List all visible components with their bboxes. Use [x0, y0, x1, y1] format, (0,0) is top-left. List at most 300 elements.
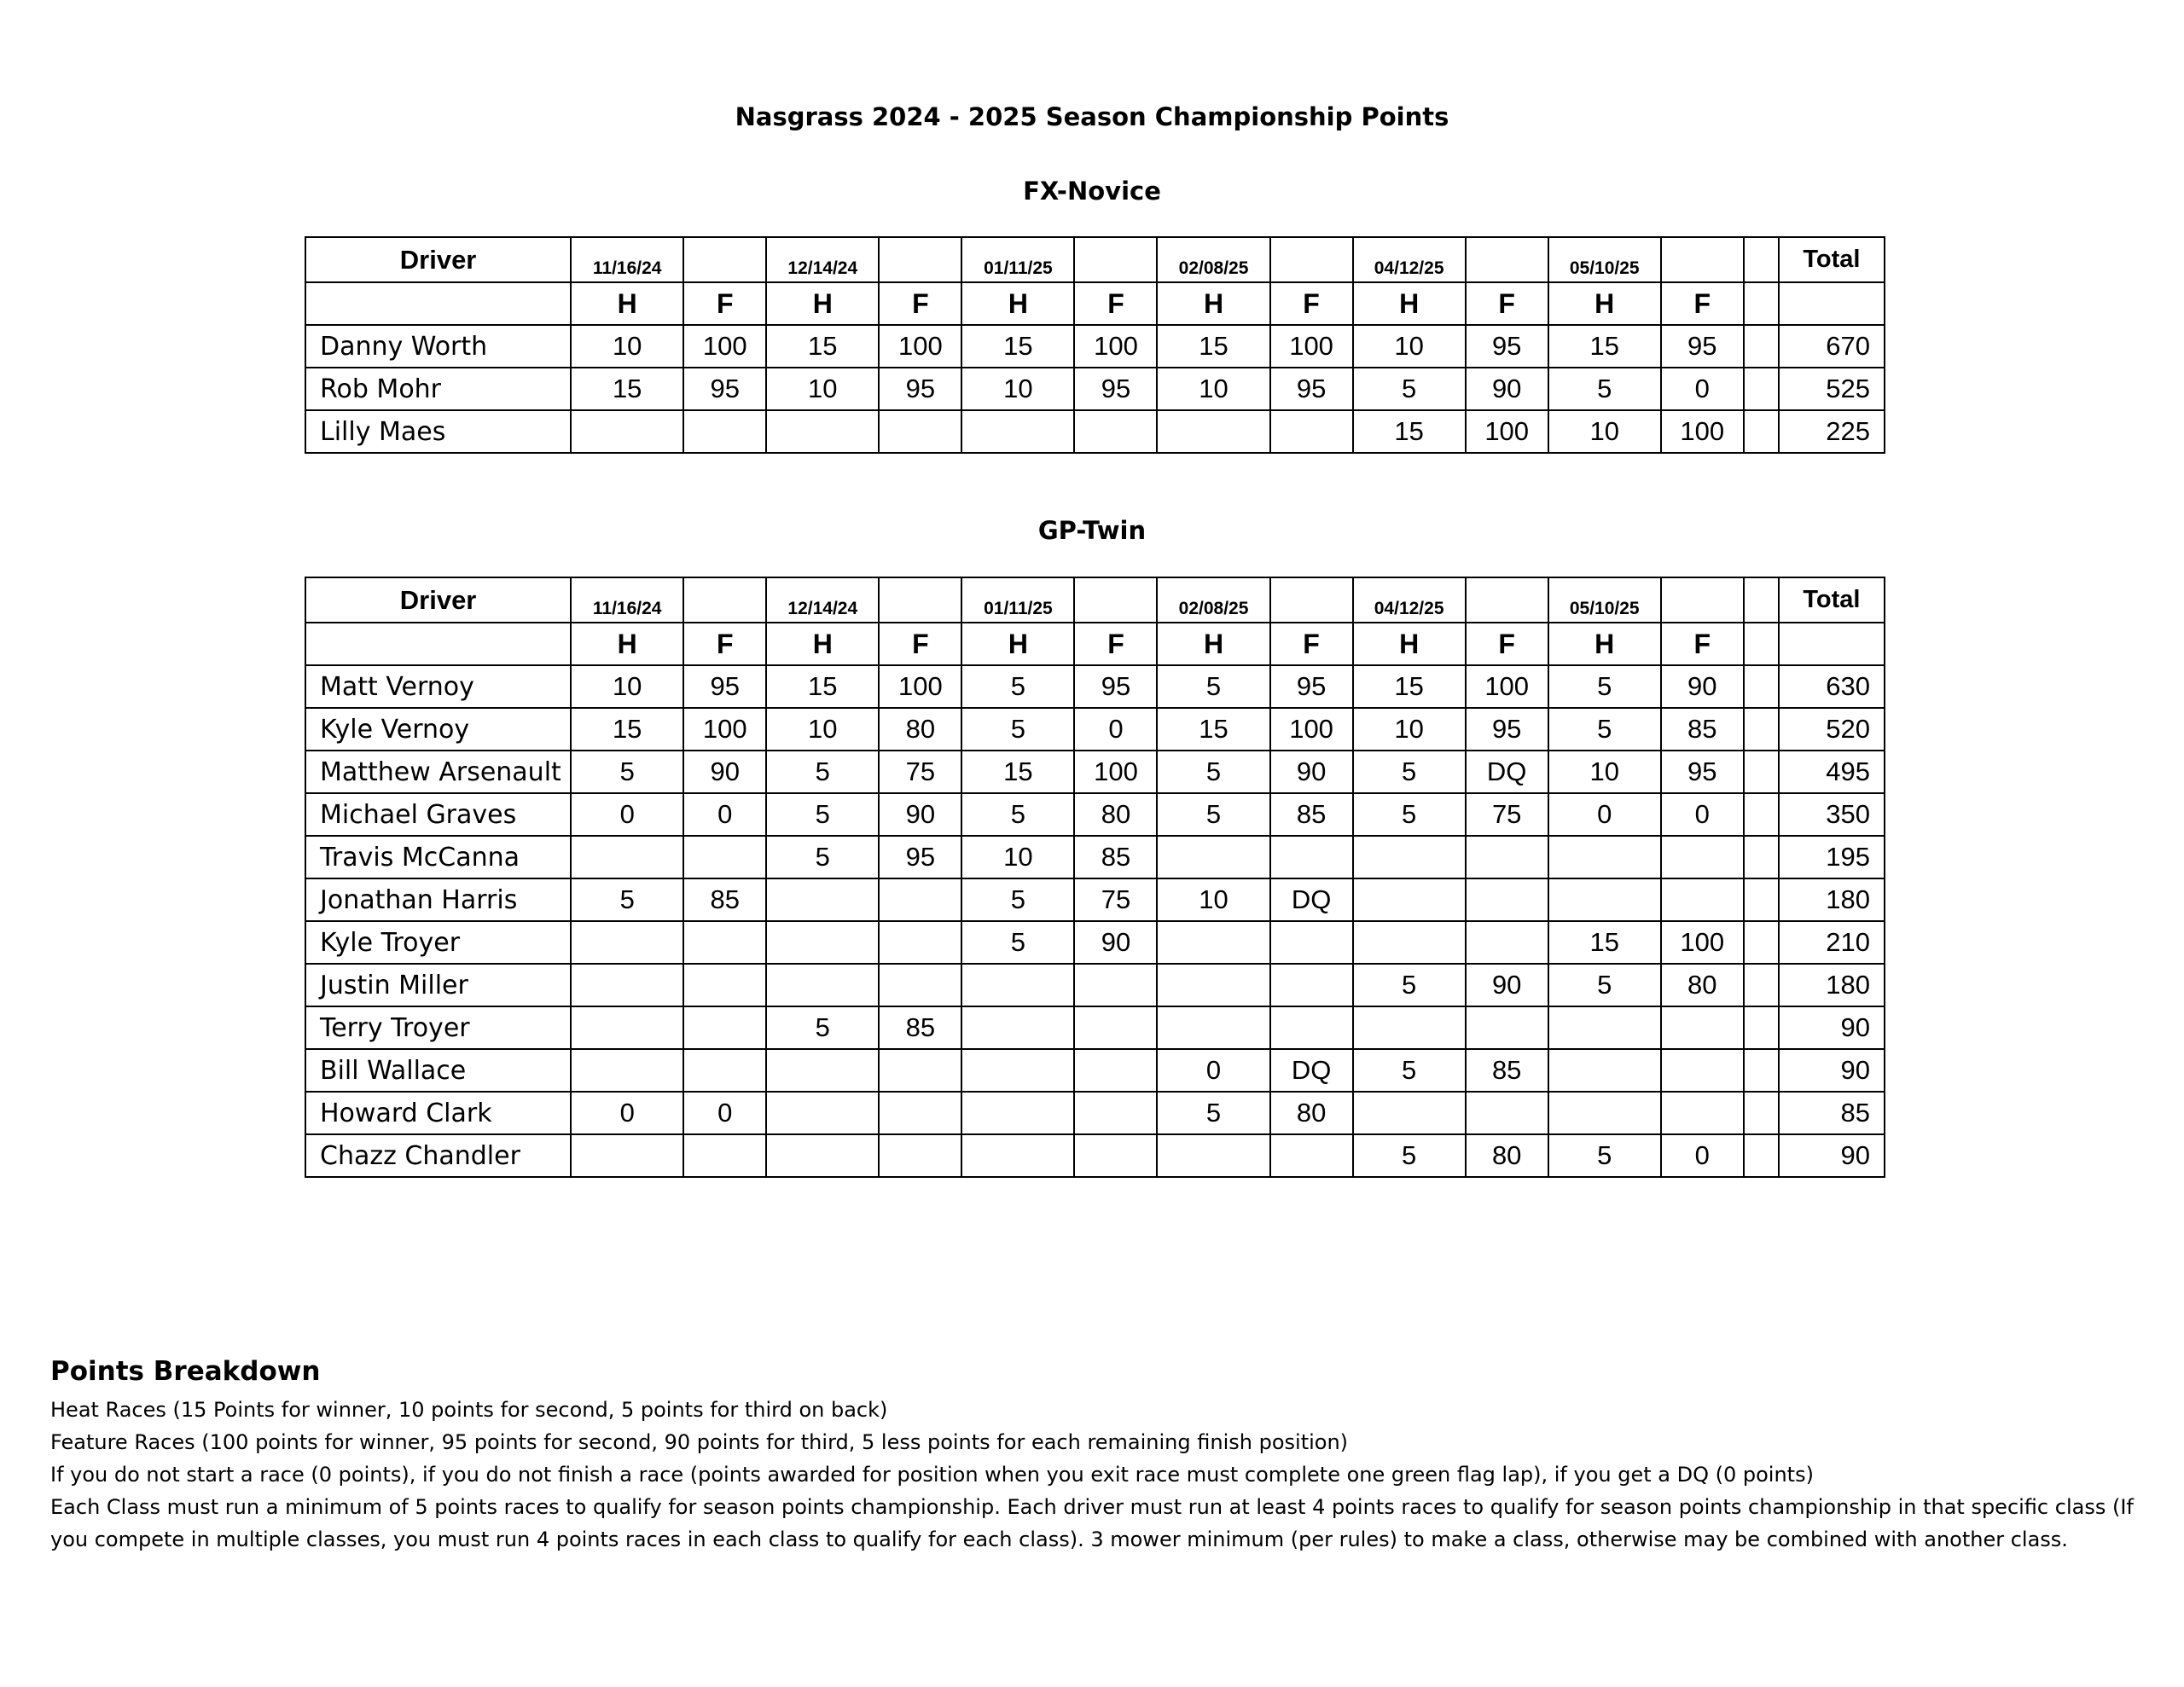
heat-points: 5 — [766, 836, 879, 878]
driver-name: Rob Mohr — [305, 368, 571, 410]
feature-points: 95 — [1270, 665, 1353, 708]
heat-points: 5 — [961, 665, 1074, 708]
driver-name: Justin Miller — [305, 964, 571, 1006]
heat-header: H — [571, 282, 683, 325]
feature-points: 85 — [1466, 1049, 1548, 1092]
heat-points: 10 — [1548, 751, 1661, 793]
feature-points — [1661, 1006, 1744, 1049]
race-date: 04/12/25 — [1353, 237, 1466, 282]
empty-cell — [1661, 577, 1744, 623]
feature-points — [683, 1134, 766, 1177]
heat-points — [766, 410, 879, 453]
class-title-fx-novice: FX-Novice — [1023, 177, 1161, 206]
heat-header: H — [961, 623, 1074, 665]
spacer-cell — [1744, 368, 1779, 410]
feature-points: 100 — [683, 325, 766, 368]
feature-points — [1661, 1049, 1744, 1092]
feature-points: 85 — [879, 1006, 961, 1049]
feature-points — [1466, 921, 1548, 964]
heat-points — [1548, 1006, 1661, 1049]
feature-points: 0 — [683, 1092, 766, 1134]
heat-points — [1157, 836, 1269, 878]
feature-points — [683, 410, 766, 453]
heat-points: 15 — [1548, 325, 1661, 368]
feature-points — [1074, 1049, 1157, 1092]
heat-points: 10 — [961, 368, 1074, 410]
feature-points: 85 — [683, 878, 766, 921]
driver-name: Kyle Troyer — [305, 921, 571, 964]
heat-points: 15 — [961, 325, 1074, 368]
total-column-header: Total — [1779, 237, 1885, 282]
spacer-cell — [1744, 793, 1779, 836]
feature-points: 0 — [683, 793, 766, 836]
table-row — [305, 921, 1885, 964]
feature-header: F — [1074, 623, 1157, 665]
heat-points — [1353, 1092, 1466, 1134]
total-column-header: Total — [1779, 577, 1885, 623]
heat-points: 0 — [1157, 1049, 1269, 1092]
race-date: 11/16/24 — [571, 577, 683, 623]
heat-header: H — [766, 623, 879, 665]
heat-points: 5 — [1157, 793, 1269, 836]
feature-points: DQ — [1466, 751, 1548, 793]
heat-points — [571, 1006, 683, 1049]
feature-points: 100 — [1466, 665, 1548, 708]
feature-points: 95 — [879, 836, 961, 878]
class-title-gp-twin: GP-Twin — [1037, 516, 1147, 545]
table-row — [305, 1134, 1885, 1177]
driver-name: Howard Clark — [305, 1092, 571, 1134]
heat-points: 5 — [766, 751, 879, 793]
total-points: 630 — [1779, 665, 1885, 708]
heat-points: 15 — [1157, 325, 1269, 368]
spacer-cell — [1744, 325, 1779, 368]
feature-points: 90 — [1661, 665, 1744, 708]
race-date: 12/14/24 — [766, 237, 879, 282]
feature-points: 90 — [1270, 751, 1353, 793]
heat-points: 5 — [1353, 964, 1466, 1006]
heat-points — [1548, 878, 1661, 921]
empty-cell — [305, 623, 571, 665]
heat-header: H — [1353, 282, 1466, 325]
heat-points — [1548, 1049, 1661, 1092]
heat-points: 15 — [571, 708, 683, 751]
header-row-dates — [305, 577, 1885, 623]
spacer-cell — [1744, 1049, 1779, 1092]
race-date: 11/16/24 — [571, 237, 683, 282]
feature-header: F — [1661, 282, 1744, 325]
heat-points — [1157, 1134, 1269, 1177]
spacer-cell — [1744, 623, 1779, 665]
total-points: 180 — [1779, 878, 1885, 921]
feature-points: 95 — [683, 665, 766, 708]
feature-header: F — [1270, 623, 1353, 665]
heat-points: 15 — [1157, 708, 1269, 751]
spacer-cell — [1744, 751, 1779, 793]
feature-points: 0 — [1661, 793, 1744, 836]
heat-points: 5 — [1353, 368, 1466, 410]
heat-points: 5 — [766, 1006, 879, 1049]
points-table-fx-novice — [305, 236, 1885, 454]
breakdown-line: Feature Races (100 points for winner, 95 points for second, 90 points for third, 5 less points for each remaining finish position) — [50, 1430, 1349, 1454]
feature-points: 100 — [1661, 921, 1744, 964]
heat-points: 5 — [571, 878, 683, 921]
empty-cell — [1661, 237, 1744, 282]
heat-points: 5 — [571, 751, 683, 793]
feature-points — [683, 921, 766, 964]
feature-points: 90 — [1466, 964, 1548, 1006]
heat-points: 10 — [1353, 325, 1466, 368]
feature-header: F — [683, 623, 766, 665]
header-row-hf — [305, 282, 1885, 325]
race-date: 01/11/25 — [961, 237, 1074, 282]
feature-points: 0 — [1074, 708, 1157, 751]
total-points: 670 — [1779, 325, 1885, 368]
heat-points — [571, 410, 683, 453]
feature-points: 90 — [1074, 921, 1157, 964]
heat-points — [766, 964, 879, 1006]
heat-points: 0 — [571, 1092, 683, 1134]
feature-points: DQ — [1270, 878, 1353, 921]
heat-points: 5 — [1157, 751, 1269, 793]
feature-points: 0 — [1661, 368, 1744, 410]
empty-cell — [683, 237, 766, 282]
heat-points: 0 — [1548, 793, 1661, 836]
feature-points — [1074, 1092, 1157, 1134]
feature-points — [683, 1006, 766, 1049]
heat-points — [766, 1049, 879, 1092]
feature-points: 95 — [1661, 751, 1744, 793]
spacer-cell — [1744, 921, 1779, 964]
spacer-cell — [1744, 282, 1779, 325]
feature-points — [879, 1049, 961, 1092]
heat-points: 5 — [961, 878, 1074, 921]
total-points: 225 — [1779, 410, 1885, 453]
spacer-cell — [1744, 410, 1779, 453]
feature-points: 80 — [1270, 1092, 1353, 1134]
spacer-cell — [1744, 577, 1779, 623]
feature-header: F — [879, 623, 961, 665]
driver-name: Michael Graves — [305, 793, 571, 836]
feature-points: 75 — [1074, 878, 1157, 921]
race-date: 02/08/25 — [1157, 237, 1269, 282]
empty-cell — [1779, 282, 1885, 325]
feature-header: F — [1074, 282, 1157, 325]
spacer-cell — [1744, 836, 1779, 878]
feature-points: 75 — [879, 751, 961, 793]
feature-points — [1074, 410, 1157, 453]
race-date: 01/11/25 — [961, 577, 1074, 623]
table-row — [305, 410, 1885, 453]
race-date: 12/14/24 — [766, 577, 879, 623]
feature-points: 80 — [879, 708, 961, 751]
feature-points — [879, 1134, 961, 1177]
feature-points: 100 — [1466, 410, 1548, 453]
table-row — [305, 878, 1885, 921]
feature-points: 0 — [1661, 1134, 1744, 1177]
feature-points: DQ — [1270, 1049, 1353, 1092]
header-row-hf — [305, 623, 1885, 665]
heat-points — [961, 410, 1074, 453]
driver-column-header: Driver — [305, 237, 571, 282]
heat-points — [961, 964, 1074, 1006]
heat-points: 5 — [961, 921, 1074, 964]
empty-cell — [1074, 577, 1157, 623]
heat-points — [1548, 836, 1661, 878]
feature-points: 95 — [1270, 368, 1353, 410]
breakdown-line: Heat Races (15 Points for winner, 10 points for second, 5 points for third on back) — [50, 1398, 888, 1422]
driver-name: Chazz Chandler — [305, 1134, 571, 1177]
driver-column-header: Driver — [305, 577, 571, 623]
heat-header: H — [961, 282, 1074, 325]
heat-points: 15 — [1353, 665, 1466, 708]
heat-points: 5 — [1548, 368, 1661, 410]
heat-points — [766, 878, 879, 921]
heat-points: 5 — [1548, 1134, 1661, 1177]
heat-points — [1157, 1006, 1269, 1049]
feature-points — [1074, 964, 1157, 1006]
total-points: 90 — [1779, 1049, 1885, 1092]
empty-cell — [1270, 237, 1353, 282]
heat-points — [1353, 1006, 1466, 1049]
empty-cell — [683, 577, 766, 623]
feature-header: F — [1466, 623, 1548, 665]
feature-points: 100 — [1270, 708, 1353, 751]
page-title: Nasgrass 2024 - 2025 Season Championship Points — [735, 102, 1449, 131]
heat-points: 15 — [1548, 921, 1661, 964]
heat-points — [571, 1134, 683, 1177]
table-row — [305, 665, 1885, 708]
spacer-cell — [1744, 1092, 1779, 1134]
heat-points — [1157, 410, 1269, 453]
heat-points — [1548, 1092, 1661, 1134]
feature-points: 100 — [879, 665, 961, 708]
heat-points — [961, 1134, 1074, 1177]
feature-header: F — [1466, 282, 1548, 325]
feature-points: 95 — [1074, 665, 1157, 708]
heat-points — [1353, 921, 1466, 964]
feature-points: 100 — [683, 708, 766, 751]
feature-points — [683, 836, 766, 878]
feature-points: 95 — [1466, 325, 1548, 368]
heat-header: H — [1157, 282, 1269, 325]
feature-points — [1661, 1092, 1744, 1134]
empty-cell — [1074, 237, 1157, 282]
feature-points — [879, 1092, 961, 1134]
heat-points — [961, 1049, 1074, 1092]
feature-points — [1661, 836, 1744, 878]
driver-name: Danny Worth — [305, 325, 571, 368]
feature-points — [1270, 964, 1353, 1006]
spacer-cell — [1744, 1134, 1779, 1177]
feature-header: F — [683, 282, 766, 325]
heat-points: 15 — [1353, 410, 1466, 453]
heat-points: 10 — [766, 708, 879, 751]
table-row — [305, 368, 1885, 410]
spacer-cell — [1744, 237, 1779, 282]
empty-cell — [879, 237, 961, 282]
feature-points — [1466, 878, 1548, 921]
driver-name: Jonathan Harris — [305, 878, 571, 921]
feature-points: 100 — [879, 325, 961, 368]
heat-header: H — [1548, 623, 1661, 665]
feature-points — [1074, 1134, 1157, 1177]
heat-points: 5 — [1353, 793, 1466, 836]
feature-points: 90 — [1466, 368, 1548, 410]
feature-points: 100 — [1270, 325, 1353, 368]
feature-points: 100 — [1661, 410, 1744, 453]
heat-points — [766, 1092, 879, 1134]
feature-points: 90 — [683, 751, 766, 793]
driver-name: Travis McCanna — [305, 836, 571, 878]
heat-points: 15 — [571, 368, 683, 410]
driver-name: Matthew Arsenault — [305, 751, 571, 793]
empty-cell — [305, 282, 571, 325]
driver-name: Kyle Vernoy — [305, 708, 571, 751]
feature-points — [1466, 836, 1548, 878]
feature-header: F — [1661, 623, 1744, 665]
feature-header: F — [879, 282, 961, 325]
feature-points: 80 — [1466, 1134, 1548, 1177]
feature-points — [1270, 1134, 1353, 1177]
heat-points — [571, 964, 683, 1006]
total-points: 180 — [1779, 964, 1885, 1006]
heat-header: H — [766, 282, 879, 325]
breakdown-heading: Points Breakdown — [50, 1356, 321, 1387]
heat-points — [766, 1134, 879, 1177]
breakdown-line: If you do not start a race (0 points), if you do not finish a race (points awarded for position when you exit race must complete one green flag lap), if you get a DQ (0 points) — [50, 1463, 1814, 1487]
feature-points: 85 — [1074, 836, 1157, 878]
total-points: 195 — [1779, 836, 1885, 878]
heat-points: 5 — [961, 793, 1074, 836]
feature-points: 95 — [1074, 368, 1157, 410]
feature-points: 95 — [879, 368, 961, 410]
empty-cell — [1466, 577, 1548, 623]
heat-points: 5 — [1157, 1092, 1269, 1134]
feature-points — [683, 964, 766, 1006]
feature-points — [879, 878, 961, 921]
total-points: 210 — [1779, 921, 1885, 964]
heat-points — [961, 1092, 1074, 1134]
heat-points: 5 — [1157, 665, 1269, 708]
feature-points: 75 — [1466, 793, 1548, 836]
feature-points — [1270, 921, 1353, 964]
feature-points: 95 — [1466, 708, 1548, 751]
feature-points — [683, 1049, 766, 1092]
heat-points: 0 — [571, 793, 683, 836]
feature-points — [1270, 836, 1353, 878]
total-points: 85 — [1779, 1092, 1885, 1134]
heat-points: 10 — [1548, 410, 1661, 453]
total-points: 90 — [1779, 1134, 1885, 1177]
race-date: 05/10/25 — [1548, 237, 1661, 282]
heat-points: 10 — [766, 368, 879, 410]
heat-points: 10 — [1157, 878, 1269, 921]
feature-points — [1661, 878, 1744, 921]
race-date: 02/08/25 — [1157, 577, 1269, 623]
driver-name: Terry Troyer — [305, 1006, 571, 1049]
heat-points — [571, 921, 683, 964]
heat-points — [571, 836, 683, 878]
feature-points: 95 — [683, 368, 766, 410]
total-points: 90 — [1779, 1006, 1885, 1049]
heat-points: 5 — [1548, 665, 1661, 708]
empty-cell — [1466, 237, 1548, 282]
table-row — [305, 1049, 1885, 1092]
feature-points: 100 — [1074, 325, 1157, 368]
header-row-dates — [305, 237, 1885, 282]
heat-points: 5 — [1353, 1049, 1466, 1092]
heat-points: 5 — [766, 793, 879, 836]
feature-points — [879, 410, 961, 453]
table-row — [305, 793, 1885, 836]
heat-points: 5 — [1548, 708, 1661, 751]
feature-header: F — [1270, 282, 1353, 325]
heat-points: 15 — [766, 665, 879, 708]
heat-header: H — [1157, 623, 1269, 665]
spacer-cell — [1744, 1006, 1779, 1049]
spacer-cell — [1744, 878, 1779, 921]
total-points: 495 — [1779, 751, 1885, 793]
heat-points — [1353, 878, 1466, 921]
driver-name: Matt Vernoy — [305, 665, 571, 708]
total-points: 525 — [1779, 368, 1885, 410]
feature-points — [879, 921, 961, 964]
empty-cell — [879, 577, 961, 623]
feature-points — [1466, 1006, 1548, 1049]
table-row — [305, 1006, 1885, 1049]
heat-points: 10 — [1157, 368, 1269, 410]
feature-points: 85 — [1270, 793, 1353, 836]
total-points: 520 — [1779, 708, 1885, 751]
heat-points: 10 — [961, 836, 1074, 878]
driver-name: Bill Wallace — [305, 1049, 571, 1092]
table-row — [305, 751, 1885, 793]
heat-header: H — [571, 623, 683, 665]
feature-points — [1270, 410, 1353, 453]
heat-points — [1157, 964, 1269, 1006]
heat-points: 5 — [1548, 964, 1661, 1006]
race-date: 04/12/25 — [1353, 577, 1466, 623]
feature-points: 85 — [1661, 708, 1744, 751]
table-row — [305, 325, 1885, 368]
table-row — [305, 964, 1885, 1006]
table-row — [305, 708, 1885, 751]
heat-points: 15 — [766, 325, 879, 368]
spacer-cell — [1744, 708, 1779, 751]
driver-name: Lilly Maes — [305, 410, 571, 453]
spacer-cell — [1744, 964, 1779, 1006]
feature-points: 100 — [1074, 751, 1157, 793]
heat-points — [766, 921, 879, 964]
feature-points — [1074, 1006, 1157, 1049]
heat-points — [571, 1049, 683, 1092]
table-row — [305, 836, 1885, 878]
table-row — [305, 1092, 1885, 1134]
feature-points: 80 — [1074, 793, 1157, 836]
feature-points — [1270, 1006, 1353, 1049]
heat-points: 10 — [1353, 708, 1466, 751]
heat-points: 5 — [1353, 1134, 1466, 1177]
breakdown-line: Each Class must run a minimum of 5 points races to qualify for season points championship. Each driver must run at least 4 points races to qualify for season points championship in that specific class (If you compete in multiple classes, you must run 4 points races in each class to qualify for each class). 3 mower minimum (per rules) to make a class, otherwise may be combined with another class. — [50, 1495, 2134, 1551]
heat-points — [961, 1006, 1074, 1049]
heat-points — [1353, 836, 1466, 878]
heat-points: 5 — [1353, 751, 1466, 793]
feature-points: 80 — [1661, 964, 1744, 1006]
heat-points: 10 — [571, 325, 683, 368]
feature-points: 95 — [1661, 325, 1744, 368]
heat-header: H — [1353, 623, 1466, 665]
